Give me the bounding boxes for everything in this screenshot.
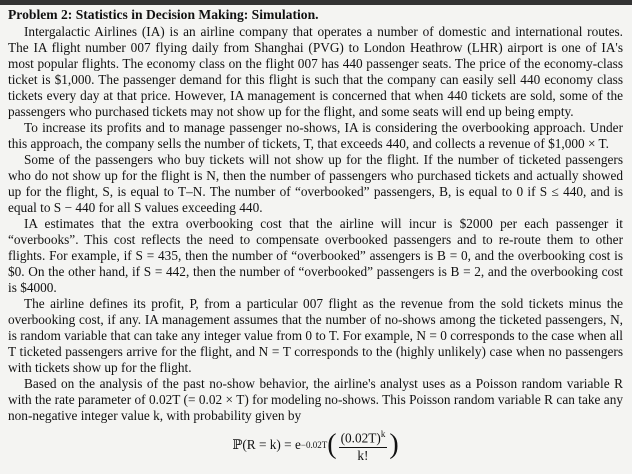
paragraph-profit: The airline defines its profit, P, from a particular 007 flight as the revenue from the sold tickets minus the overbooking cost, if any. IA management assumes that the number of no-shows among the ticketed passengers, N, is random variable that can take any integer value from 0 to T. For example, N = 0 corresponds to the case when all T ticketed passengers arrive for the flight, and N = T corresponds to the (highly unlikely) case when no passengers with tickets show up for the flight.	[8, 296, 623, 375]
formula-fraction	[339, 426, 388, 463]
paragraph-cost: IA estimates that the extra overbooking cost that the airline will incur is $2000 per each passenger it “overbooks”. This cost reflects the need to compensate overbooked passengers and to re-route them to other flights. For example, if S = 435, then the number of “overbooked” assengers is B = 0, and the overbooking cost is $0. On the other hand, if S = 442, then the number of “overbooked” passengers is B = 2, and the overbooking cost is $4000.	[8, 216, 623, 295]
right-paren: )	[389, 429, 399, 460]
paragraph-overbooking: To increase its profits and to manage passenger no-shows, IA is considering the overbooking approach. Under this approach, the company sells the number of tickets, T, that exceeds 440, and collects a revenue of $1,000 × T.	[8, 120, 623, 151]
problem-title: Problem 2: Statistics in Decision Making: Simulation.	[8, 7, 319, 22]
fraction-denominator: k!	[357, 447, 369, 463]
document-page	[8, 7, 623, 462]
left-paren: (	[327, 429, 337, 460]
numerator-exponent: k	[380, 429, 386, 440]
paragraph-poisson: Based on the analysis of the past no-show behavior, the airline's analyst uses as a Poisson random variable R with the rate parameter of 0.02T (= 0.02 × T) for modeling no-shows. This Poisson random variable R can take any non-negative integer value k, with probability given by	[8, 376, 623, 423]
formula-exponent: −0.02T	[300, 440, 328, 450]
paragraph-intro: Intergalactic Airlines (IA) is an airline company that operates a number of domestic and international routes. The IA flight number 007 flying daily from Shanghai (PVG) to London Heathrow (LHR) airport is one of IA's most popular flights. The economy class on the flight 007 has 440 passenger seats. The price of the economy-class ticket is $1,000. The passenger demand for this flight is such that the company can easily sell 440 economy class tickets every day at that price. However, IA management is concerned that when 440 tickets are sold, some of the passengers who purchased tickets may not show up for the flight, and some seats will end up being empty.	[8, 24, 623, 119]
numerator-base: (0.02T)	[340, 430, 381, 446]
poisson-formula	[8, 428, 623, 462]
paragraph-no-shows: Some of the passengers who buy tickets will not show up for the flight. If the number of ticketed passengers who do not show up for the flight is N, then the number of passengers who purchased tickets and actually showed up for the flight, S, is equal to T–N. The number of “overbooked” passengers, B, is equal to 0 if S ≤ 440, and is equal to S − 440 for all S values exceeding 440.	[8, 152, 623, 215]
fraction-numerator	[339, 426, 388, 447]
top-bar	[0, 0, 632, 5]
formula-lhs: ℙ(R = k) = e	[232, 437, 301, 452]
